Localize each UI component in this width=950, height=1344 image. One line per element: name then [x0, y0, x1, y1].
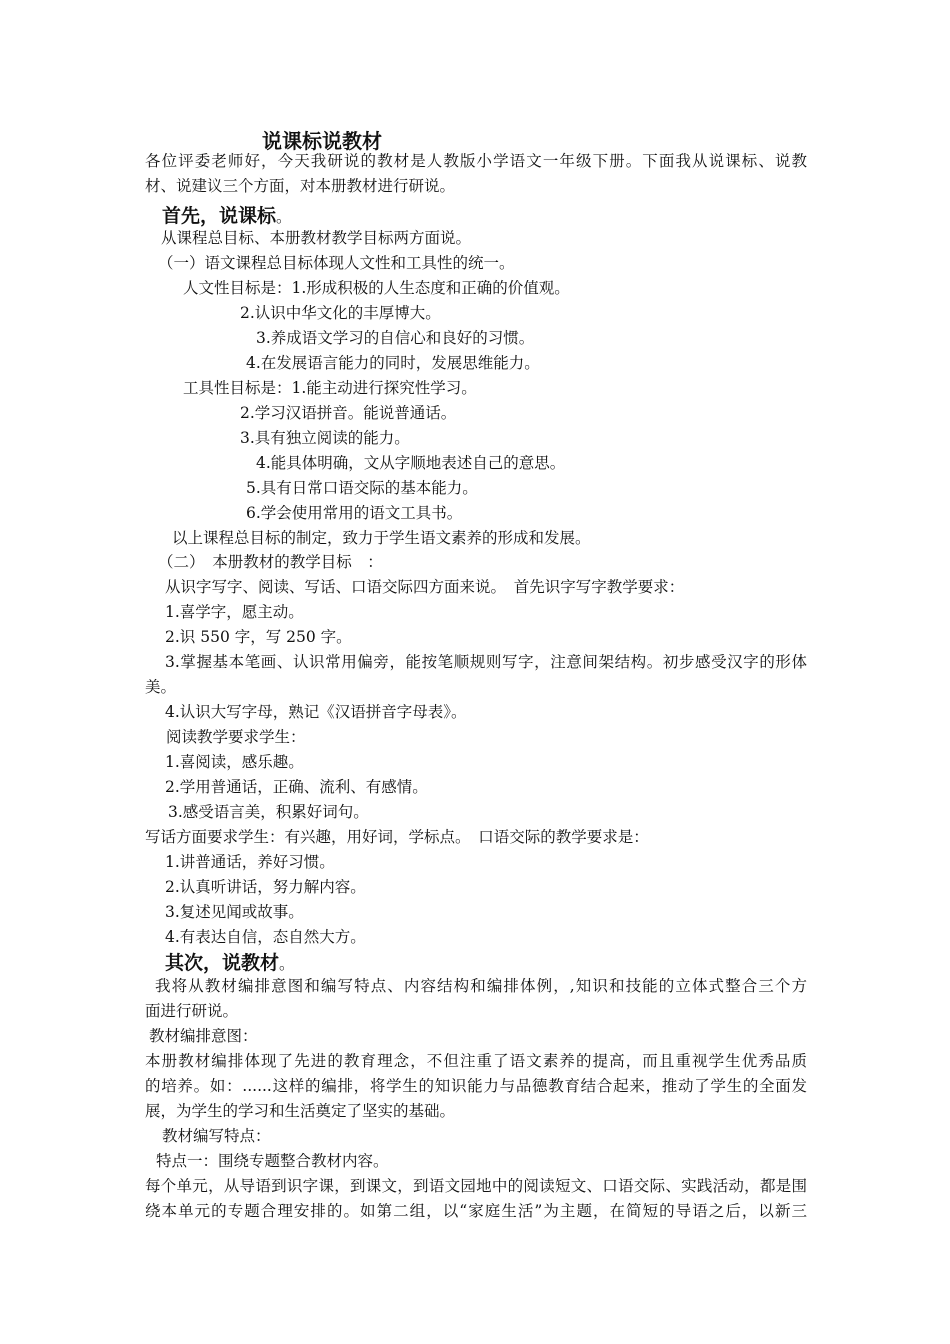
part2-lead: 从识字写字、阅读、写话、口语交际四方面来说。 首先识字写字教学要求： — [165, 578, 685, 596]
instrumental-goal-4: 4.能具体明确，文从字顺地表述自己的意思。 — [256, 454, 566, 472]
writing-oral-line: 写话方面要求学生：有兴趣，用好词，学标点。 口语交际的教学要求是： — [145, 828, 649, 846]
intro-line-2: 材、说建议三个方面，对本册教材进行研说。 — [145, 177, 456, 195]
textbook-para-line-1: 我将从教材编排意图和编写特点、内容结构和编排体例，,知识和技能的立体式整合三个方 — [155, 977, 807, 995]
literacy-req-3-cont: 美。 — [145, 678, 177, 696]
oral-req-2: 2.认真听讲话，努力解内容。 — [165, 878, 366, 896]
literacy-req-3: 3.掌握基本笔画、认识常用偏旁，能按笔顺规则写字，注意间架结构。初步感受汉字的形体 — [165, 653, 807, 671]
intent-heading: 教材编排意图： — [149, 1027, 258, 1045]
instrumental-goal-5: 5.具有日常口语交际的基本能力。 — [246, 479, 478, 497]
instrumental-goal-6: 6.学会使用常用的语文工具书。 — [246, 504, 463, 522]
part1-heading: （一）语文课程总目标体现人文性和工具性的统一。 — [158, 254, 515, 272]
literacy-req-1: 1.喜学字，愿主动。 — [165, 603, 304, 621]
instrumental-goal-3: 3.具有独立阅读的能力。 — [240, 429, 410, 447]
humanistic-goal-4: 4.在发展语言能力的同时，发展思维能力。 — [246, 354, 540, 372]
humanistic-goal-1: 人文性目标是：1.形成积极的人生态度和正确的价值观。 — [183, 279, 570, 297]
section-heading-textbook — [165, 948, 295, 975]
oral-req-4: 4.有表达自信，态自然大方。 — [165, 928, 366, 946]
reading-req-2: 2.学用普通话，正确、流利、有感情。 — [165, 778, 428, 796]
intent-line-1: 本册教材编排体现了先进的教育理念，不但注重了语文素养的提高，而且重视学生优秀品质 — [145, 1052, 807, 1070]
document-title: 说课标说教材 — [262, 129, 382, 153]
intro-line-1: 各位评委老师好，今天我研说的教材是人教版小学语文一年级下册。下面我从说课标、说教 — [145, 152, 807, 170]
section-heading-curriculum-dot: 。 — [276, 208, 292, 226]
intent-line-3: 展，为学生的学习和生活奠定了坚实的基础。 — [145, 1102, 456, 1120]
oral-req-1: 1.讲普通话，养好习惯。 — [165, 853, 335, 871]
literacy-req-4: 4.认识大写字母，熟记《汉语拼音字母表》。 — [165, 703, 467, 721]
goals-summary: 以上课程总目标的制定，致力于学生语文素养的形成和发展。 — [172, 529, 591, 547]
part2-heading: （二） 本册教材的教学目标 ： — [158, 553, 383, 571]
reading-lead: 阅读教学要求学生： — [166, 728, 306, 746]
feature-para-line-2: 绕本单元的专题合理安排的。如第二组，以“家庭生活”为主题，在简短的导语之后，以新三 — [145, 1202, 807, 1220]
oral-req-3: 3.复述见闻或故事。 — [165, 903, 304, 921]
literacy-req-2: 2.识 550 字，写 250 字。 — [165, 628, 352, 646]
reading-req-1: 1.喜阅读，感乐趣。 — [165, 753, 304, 771]
reading-req-3: 3.感受语言美，积累好词句。 — [168, 803, 369, 821]
instrumental-goal-2: 2.学习汉语拼音。能说普通话。 — [240, 404, 457, 422]
textbook-para-line-2: 面进行研说。 — [145, 1002, 239, 1020]
humanistic-goal-2: 2.认识中华文化的丰厚博大。 — [240, 304, 441, 322]
feature-para-line-1: 每个单元，从导语到识字课，到课文，到语文园地中的阅读短文、口语交际、实践活动，都是围 — [145, 1177, 807, 1195]
section-heading-curriculum — [162, 201, 292, 228]
section-heading-textbook-text: 其次，说教材 — [165, 952, 280, 974]
intent-line-2: 的培养。如：......这样的编排，将学生的知识能力与品德教育结合起来，推动了学生的全面发 — [145, 1077, 807, 1095]
section-heading-curriculum-text: 首先，说课标 — [162, 205, 277, 227]
feature-heading: 教材编写特点： — [162, 1127, 271, 1145]
instrumental-goal-1: 工具性目标是：1.能主动进行探究性学习。 — [183, 379, 477, 397]
section-heading-textbook-dot: 。 — [279, 955, 295, 973]
feature-1-title: 特点一：围绕专题整合教材内容。 — [156, 1152, 389, 1170]
curriculum-lead: 从课程总目标、本册教材教学目标两方面说。 — [161, 229, 472, 247]
humanistic-goal-3: 3.养成语文学习的自信心和良好的习惯。 — [256, 329, 535, 347]
